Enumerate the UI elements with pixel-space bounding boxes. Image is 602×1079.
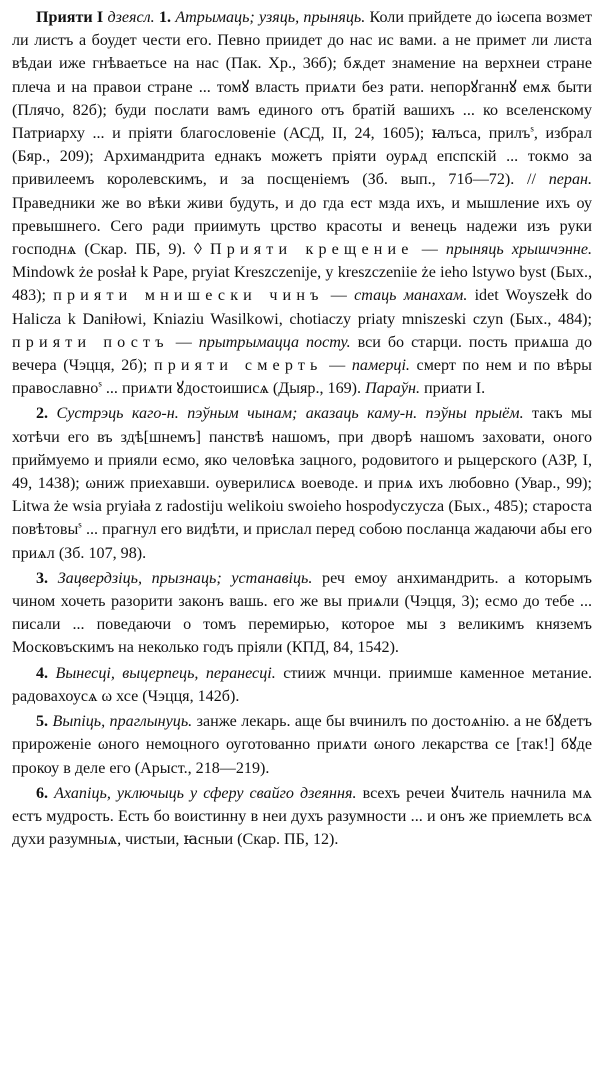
citation-text: занже лекарь. аще бы вчинилъ по достоѧнію. а не бꙋдетъ прироженіе ωного немоцного оуготованно приѧти ωного лекарства се [так!] бꙋде прокоу в деле его (Арыст., 218—219). — [12, 713, 593, 777]
sense-number: 3. — [36, 569, 49, 587]
sense-text — [12, 405, 592, 561]
citation-text: Mindowk że posłał k Pape, pryiat Kreszczenije, y kreszczeniie że ieho lstywo byst (Быx., 483); — [12, 264, 592, 305]
citation-text: реч емоу анхимандрить. а которымъ чином хочеть разорити законъ вашь. его же вы приѧли (Чэцця, 3); есмо до тебе ... писали ... поведаючи о томъ перемирью, которое мы з великимъ княземъ Московъскимъ на неколько годъ пріяли (КПД, 84, 1542). — [12, 569, 592, 657]
sense-number: 5. — [36, 713, 49, 731]
sense-text — [12, 9, 592, 397]
citation-text: — — [323, 287, 355, 305]
citation-text: всехъ речеи ꙋчитель начнила мѧ естъ мудрость. Есть бо воистинну в неи духъ разумности ... и онъ же приемлеть всѧ духи разумныѧ, чистыи, ꙗсныи (Скар. ПБ, 12). — [12, 784, 592, 849]
sense-paragraph — [12, 710, 592, 780]
citation-text: — — [168, 333, 199, 351]
phrase-text: Прияти крещение — [209, 241, 414, 259]
phrase-text: прияти смерть — [153, 357, 323, 375]
citation-text: ... прагнул его видѣти, и прислал перед собою посланца жадаючи абы его приѧл (Зб. 107, 98). — [12, 521, 592, 562]
superscript-mark: s — [530, 123, 534, 134]
citation-text: ... приѧти ꙋдостоишисѧ (Дыяр., 169). — [101, 380, 366, 398]
sense-text — [12, 785, 592, 848]
sense-paragraph — [12, 782, 592, 852]
gloss-text: памерці. — [351, 357, 410, 375]
citation-text: — — [322, 357, 352, 375]
gloss-text: Ахапіць, уключыць у сферу свайго дзеяння. — [54, 784, 357, 802]
citation-text: вси бо старци. пость приѧша до вечера (Чэцця, 2б); — [12, 333, 593, 375]
superscript-mark: s — [78, 520, 82, 531]
sense-paragraph — [12, 662, 592, 708]
gloss-text: Вынесці, выцерпець, перанесці. — [55, 664, 276, 682]
sense-paragraph — [12, 567, 592, 660]
gloss-text: Зацвердзіць, прызнаць; устанавіць. — [57, 569, 313, 587]
citation-text: , избрал (Бяр., 209); Архимандрита еднакъ можетъ пріяти оурѧд епспскій ... токмо за привилеемъ королевскимъ, и за посщеніемъ (Зб. вып., 71б—72). // — [12, 125, 592, 189]
gloss-text: Атрымаць; узяць, прыняць. — [175, 9, 366, 26]
gloss-text: Выпіць, праглынуць. — [52, 713, 193, 731]
citation-text: Праведники же во вѣки живи будуть, и до гда ест мзда ихъ, и мышление ихъ оу превышнего. Сего ради приимуть црство красоты и венець надежи изъ руки господнѧ (Скар. ПБ, 9). ◊ — [12, 194, 592, 259]
sense-number: 6. — [36, 784, 49, 802]
gloss-text: Параўн. — [365, 380, 421, 398]
phrase-text: прияти мнишески чинъ — [53, 287, 324, 305]
citation-text: стииж мчнци. приимше каменное метание. радовахоусѧ ω хсе (Чэцця, 142б). — [12, 664, 592, 705]
superscript-mark: s — [98, 378, 102, 389]
gloss-text: прытрымацца посту. — [198, 333, 351, 351]
sense-text — [12, 570, 592, 657]
citation-text: такъ мы хотѣчи его въ здѣ[шнемъ] панствѣ нашомъ, при дворѣ нашомъ заховати, оного приймуемо и прияли есмо, яко человѣка зацного, родовитого и рыцерского (АЗР, I, 49, 1438); ωниж приехавши. оуверилисѧ воеводе. и приѧ ихъ любовно (Увар., 99); Litwa że wsia pryiała z radostiju welikoiu swoieho hospodyczycza (Быx., 485); староста повѣтовы — [12, 405, 592, 539]
sense-number: 2. — [36, 405, 49, 423]
citation-text: смерт по нем и по вѣры православно — [12, 357, 592, 398]
gloss-text: стаць манахам. — [354, 287, 468, 305]
headword: Прияти I — [36, 9, 104, 26]
grammar-label: дзеясл. — [107, 9, 155, 26]
sense-paragraph — [12, 6, 592, 400]
citation-text: приати I. — [420, 380, 486, 398]
sense-number: 1. — [158, 9, 172, 26]
gloss-text: Сустрэць каго-н. пэўным чынам; аказаць каму-н. пэўны прыём. — [56, 405, 524, 423]
sense-paragraph — [12, 402, 592, 564]
citation-text: — — [413, 241, 446, 259]
gloss-text: перан. — [548, 171, 592, 189]
sense-text — [12, 713, 592, 776]
sense-text — [12, 665, 592, 705]
citation-text: idet Woyszełk do Halicza k Daniłowi, Kniaziu Wasilkowi, chotiaczy priaty mniszeski czyn (Быx., 484); — [12, 287, 593, 328]
citation-text: Коли прийдете до іωсепа возмет ли листъ а боудет чести его. Певно приидет до нас ис вами. а не примет ли листа вѣдаи иже гнѣваетьсе на нас (Пак. Хр., 36б); бѫдет знамение на верхнеи стране плеча и на правои стране ... томꙋ власть приѧти без рати. непорꙋганнꙋ емѫ быти (Плячо, 82б); буди послати вамъ единого отъ братій вашихъ ... ко вселенскому Патриарху ... и пріяти благословеніе (АСД, II, 24, 1605); ꙗлъса, прилъ — [12, 9, 592, 143]
sense-number: 4. — [36, 664, 49, 682]
phrase-text: прияти постъ — [12, 333, 169, 351]
gloss-text: прыняць хрышчэнне. — [445, 241, 593, 259]
